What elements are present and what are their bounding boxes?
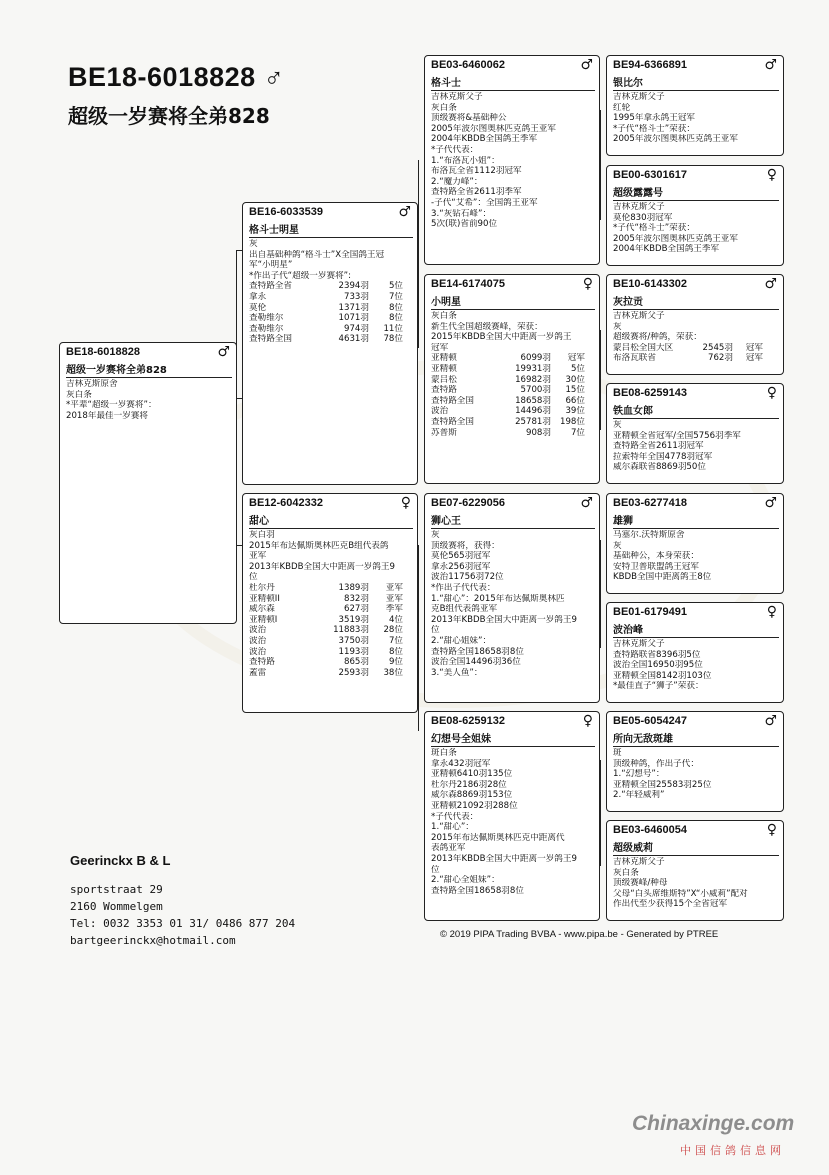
info-line: 2.“魔力峰”： xyxy=(431,176,483,187)
pedigree-card-sss xyxy=(606,55,784,156)
info-line: 2.“年轻威利” xyxy=(613,790,665,801)
site-watermark-tagline: 中国信鸽信息网 xyxy=(680,1144,785,1157)
info-line: 1.“甜心”： xyxy=(431,822,474,833)
ring-number: BE07-6229056 xyxy=(431,497,506,509)
info-line: *平辈“超级一岁赛将”： xyxy=(66,400,157,411)
female-icon: ♀ xyxy=(766,385,777,401)
email-link[interactable]: bartgeerinckx@hotmail.com xyxy=(70,934,236,947)
info-line: 2015年布达佩斯奥林匹克B组代表鸽 xyxy=(249,540,389,551)
info-line: 莫伦565羽冠军 xyxy=(431,551,491,562)
result-row: 查勒维尔 1071羽 8位 xyxy=(249,313,403,324)
info-line: 查特路联省8396羽5位 xyxy=(613,649,701,660)
male-icon: ♂ xyxy=(764,276,777,292)
info-line: *最佳直子“狮子”荣获： xyxy=(613,681,704,692)
ring-number: BE14-6174075 xyxy=(431,278,506,290)
info-line: 吉林克斯父子 xyxy=(431,92,483,102)
card-body xyxy=(431,748,595,896)
female-icon: ♀ xyxy=(400,495,411,511)
pedigree-card-sire-sire xyxy=(424,55,600,265)
info-line: 查特路全省2611羽冠军 xyxy=(613,441,704,452)
card-body xyxy=(249,239,413,345)
info-line: 拿永432羽冠军 xyxy=(431,758,491,769)
card-body xyxy=(431,311,595,438)
connector-line xyxy=(600,110,601,220)
street-address: sportstraat 29 xyxy=(70,883,163,896)
info-line: 1.“幻想号”： xyxy=(613,769,665,780)
info-line: 军“小明星” xyxy=(249,260,293,271)
info-line: 位 xyxy=(249,572,258,583)
info-line: 2015年布达佩斯奥林匹克中距离代 xyxy=(431,832,565,843)
info-line: 灰 xyxy=(613,420,622,430)
pedigree-card-sire-dam xyxy=(424,274,600,484)
info-line: 顶级赛将&基础种公 xyxy=(431,113,507,124)
result-row: 苏普斯 908羽 7位 xyxy=(431,427,585,438)
male-icon: ♂ xyxy=(764,495,777,511)
info-line: 莫伦830羽冠军 xyxy=(613,212,673,223)
info-line: 亚精顿21092羽288位 xyxy=(431,800,518,811)
info-line: 灰白条 xyxy=(613,867,639,878)
info-line: 吉林克斯父子 xyxy=(613,639,665,649)
result-row: 亚精顿I 3519羽 4位 xyxy=(249,614,403,625)
info-line: 位 xyxy=(431,864,440,875)
info-line: 斑白条 xyxy=(431,748,457,758)
card-body xyxy=(613,420,779,473)
info-line: *作出子代代表： xyxy=(431,582,496,593)
info-line: 2005年波尔图奥林匹克鸽王亚军 xyxy=(613,134,738,145)
card-body xyxy=(613,202,779,255)
result-row: 查特路全国 25781羽 198位 xyxy=(431,416,585,427)
result-row: 查特路 865羽 9位 xyxy=(249,657,403,668)
connector-line xyxy=(418,545,419,731)
page-subtitle: 超级一岁赛将全弟828 xyxy=(68,104,270,128)
card-body xyxy=(613,311,779,364)
ring-number: BE03-6460054 xyxy=(613,824,688,836)
telephone: Tel: 0032 3353 01 31/ 0486 877 204 xyxy=(70,917,296,930)
pigeon-name: 幻想号全姐妹 xyxy=(431,730,595,747)
info-line: *子代代表： xyxy=(431,811,479,822)
card-body xyxy=(613,639,779,692)
male-icon: ♂ xyxy=(398,204,411,220)
ring-number: BE05-6054247 xyxy=(613,715,688,727)
result-row: 查特路全国 18658羽 66位 xyxy=(431,395,585,406)
result-row: 蒙吕松 16982羽 30位 xyxy=(431,374,585,385)
male-icon: ♂ xyxy=(764,713,777,729)
pigeon-name: 超级一岁赛将全弟828 xyxy=(66,361,232,378)
info-line: 1995年拿永鸽王冠军 xyxy=(613,113,696,124)
ring-number: BE08-6259143 xyxy=(613,387,688,399)
ring-number: BE03-6277418 xyxy=(613,497,688,509)
info-line: 波治11756羽72位 xyxy=(431,572,504,583)
info-line: 亚精顿全国25583羽25位 xyxy=(613,779,712,790)
info-line: 灰 xyxy=(613,540,622,551)
pedigree-card-sdd xyxy=(606,383,784,484)
copyright-notice: © 2019 PIPA Trading BVBA - www.pipa.be - Generated by PTREE xyxy=(440,929,719,940)
info-line: 1.“甜心”：2015年布达佩斯奥林匹 xyxy=(431,593,565,604)
pigeon-name: 所向无敌斑雄 xyxy=(613,730,779,747)
pedigree-card-dss xyxy=(606,493,784,594)
pedigree-card-ddd xyxy=(606,820,784,921)
info-line: 出自基础种鸽“格斗士”X全国鸽王冠 xyxy=(249,249,385,260)
info-line: 吉林克斯原舍 xyxy=(66,379,118,389)
male-icon: ♂ xyxy=(263,62,285,92)
info-line: 灰 xyxy=(249,239,258,249)
info-line: 查特路全国18658羽8位 xyxy=(431,646,524,657)
result-row: 波治 14496羽 39位 xyxy=(431,406,585,417)
pedigree-card-dam-sire xyxy=(424,493,600,703)
info-line: 红轮 xyxy=(613,102,631,113)
result-row: 查勒维尔 974羽 11位 xyxy=(249,323,403,334)
pigeon-name: 铁血女郎 xyxy=(613,402,779,419)
ring-number: BE10-6143302 xyxy=(613,278,688,290)
breeder-name: Geerinckx B & L xyxy=(70,853,171,868)
result-row: 亚精顿 19931羽 5位 xyxy=(431,363,585,374)
info-line: 波治全国16950羽95位 xyxy=(613,660,703,671)
info-line: 父母“白头席维斯特”X“小威莉”配对 xyxy=(613,888,748,899)
male-icon: ♂ xyxy=(580,495,593,511)
info-line: KBDB全国中距离鸽王8位 xyxy=(613,572,712,583)
info-line: 拿永256羽冠军 xyxy=(431,561,491,572)
info-line: 3.“美人鱼”： xyxy=(431,667,483,678)
info-line: 灰白羽 xyxy=(249,530,275,540)
info-line: *子代代表： xyxy=(431,144,479,155)
male-icon: ♂ xyxy=(580,57,593,73)
card-body xyxy=(613,92,779,145)
card-body xyxy=(431,530,595,678)
info-line: 波治全国14496羽36位 xyxy=(431,657,521,668)
info-line: 亚精顿全省冠军/全国5756羽季军 xyxy=(613,430,741,441)
pigeon-name: 超级威莉 xyxy=(613,839,779,856)
info-line: 亚军 xyxy=(249,551,267,562)
result-row: 查特路全国 4631羽 78位 xyxy=(249,334,403,345)
pigeon-name: 超级露露号 xyxy=(613,184,779,201)
female-icon: ♀ xyxy=(582,276,593,292)
card-body xyxy=(249,530,413,678)
info-line: 2005年波尔图奥林匹克鸽王亚军 xyxy=(613,233,738,244)
result-row: 亚精顿II 832羽 亚军 xyxy=(249,593,403,604)
card-body xyxy=(431,92,595,230)
info-line: 安特卫普联盟鸽王冠军 xyxy=(613,561,699,572)
card-body xyxy=(613,748,779,801)
info-line: 吉林克斯父子 xyxy=(613,202,665,212)
info-line: 2015年KBDB全国大中距离一岁鸽王 xyxy=(431,332,572,343)
female-icon: ♀ xyxy=(766,822,777,838)
ring-number: BE03-6460062 xyxy=(431,59,506,71)
ring-number: BE16-6033539 xyxy=(249,206,324,218)
info-line: 查特路全国18658羽8位 xyxy=(431,885,524,896)
pigeon-name: 银比尔 xyxy=(613,74,779,91)
info-line: 亚精顿6410羽135位 xyxy=(431,769,513,780)
pigeon-name: 雄狮 xyxy=(613,512,779,529)
info-line: 威尔森8869羽153位 xyxy=(431,790,513,801)
info-line: 2005年波尔图奥林匹克鸽王亚军 xyxy=(431,123,556,134)
result-row: 亚精顿 6099羽 冠军 xyxy=(431,353,585,364)
pedigree-card-dsd xyxy=(606,602,784,703)
pedigree-card-sds xyxy=(606,274,784,375)
info-line: 2018年最佳一岁赛将 xyxy=(66,410,149,421)
card-body xyxy=(613,530,779,583)
info-line: 克B组代表鸽亚军 xyxy=(431,604,498,615)
result-row: 波治 11883羽 28位 xyxy=(249,625,403,636)
info-line: 3.“灰钻石峰”： xyxy=(431,208,492,219)
info-line: 2013年KBDB全国大中距离一岁鸽王9 xyxy=(431,853,577,864)
pedigree-card-dds xyxy=(606,711,784,812)
info-line: 杜尔丹2186羽28位 xyxy=(431,779,507,790)
info-line: 5次(联)省前90位 xyxy=(431,219,498,230)
female-icon: ♀ xyxy=(582,713,593,729)
info-line: 灰 xyxy=(613,321,622,332)
info-line: 顶级赛峰/种母 xyxy=(613,878,668,889)
female-icon: ♀ xyxy=(766,604,777,620)
pedigree-card-subject xyxy=(59,342,237,624)
result-row: 查特路 5700羽 15位 xyxy=(431,385,585,396)
info-line: 顶级赛将，获得： xyxy=(431,540,500,551)
result-row: 波治 3750羽 7位 xyxy=(249,635,403,646)
info-line: 亚精顿全国8142羽103位 xyxy=(613,670,712,681)
pedigree-card-sire xyxy=(242,202,418,485)
pigeon-name: 波治峰 xyxy=(613,621,779,638)
site-watermark: Chinaxinge.com xyxy=(632,1112,795,1135)
info-line: 2.“甜心姐妹”： xyxy=(431,635,492,646)
info-line: -子代“艾希”：全国鸽王亚军 xyxy=(431,197,538,208)
ring-number: BE12-6042332 xyxy=(249,497,324,509)
info-line: 1.“布洛瓦小姐”： xyxy=(431,155,500,166)
female-icon: ♀ xyxy=(766,167,777,183)
info-line: *作出子代“超级一岁赛将”: xyxy=(249,270,352,281)
info-line: 2.“甜心全姐妹”： xyxy=(431,875,500,886)
pigeon-name: 甜心 xyxy=(249,512,413,529)
info-line: 布洛瓦全省1112羽冠军 xyxy=(431,166,522,177)
info-line: 2013年KBDB全国大中距离一岁鸽王9 xyxy=(431,614,577,625)
info-line: 超级赛将/种鸽，荣获： xyxy=(613,332,702,343)
ring-number: BE00-6301617 xyxy=(613,169,688,181)
info-line: 灰白条 xyxy=(431,311,457,321)
info-line: 基础种公，本身荣获： xyxy=(613,551,699,562)
male-icon: ♂ xyxy=(764,57,777,73)
result-row: 杜尔丹 1389羽 亚军 xyxy=(249,582,403,593)
card-body xyxy=(613,857,779,910)
result-row: 拿永 733羽 7位 xyxy=(249,291,403,302)
result-row: 蓋雷 2593羽 38位 xyxy=(249,667,403,678)
ring-number: BE94-6366891 xyxy=(613,59,688,71)
pedigree-card-dam-dam xyxy=(424,711,600,921)
result-row: 波治 1193羽 8位 xyxy=(249,646,403,657)
result-row: 蒙吕松全国大区 2545羽 冠军 xyxy=(613,342,763,353)
city-address: 2160 Wommelgem xyxy=(70,900,163,913)
info-line: 灰 xyxy=(431,530,440,540)
pigeon-name: 狮心王 xyxy=(431,512,595,529)
info-line: 威尔森联省8869羽50位 xyxy=(613,462,706,473)
info-line: *子代“格斗士”荣获： xyxy=(613,123,695,134)
ring-number: BE18-6018828 xyxy=(66,346,141,358)
pedigree-card-dam xyxy=(242,493,418,713)
info-line: 2013年KBDB全国大中距离一岁鸽王9 xyxy=(249,561,395,572)
result-row: 莫伦 1371羽 8位 xyxy=(249,302,403,313)
pigeon-name: 格斗士明星 xyxy=(249,221,413,238)
info-line: 顶级种鸽，作出子代： xyxy=(613,758,699,769)
card-body xyxy=(66,379,232,421)
info-line: 冠军 xyxy=(431,342,449,353)
result-row: 威尔森 627羽 季军 xyxy=(249,604,403,615)
result-row: 布洛瓦联省 762羽 冠军 xyxy=(613,353,763,364)
pedigree-card-ssd xyxy=(606,165,784,266)
connector-line xyxy=(600,760,601,866)
pigeon-name: 格斗士 xyxy=(431,74,595,91)
ring-number: BE01-6179491 xyxy=(613,606,688,618)
info-line: 斑 xyxy=(613,748,622,758)
info-line: *子代“格斗士”荣获： xyxy=(613,223,695,234)
info-line: 马塞尔.沃特斯原舍 xyxy=(613,530,685,540)
info-line: 吉林克斯父子 xyxy=(613,311,665,321)
info-line: 2004年KBDB全国鸽王季军 xyxy=(431,134,538,145)
connector-line xyxy=(418,160,419,348)
info-line: 吉林克斯父子 xyxy=(613,857,665,867)
breeder-contact xyxy=(70,852,295,949)
male-icon: ♂ xyxy=(217,344,230,360)
info-line: 拉索特年全国4778羽冠军 xyxy=(613,451,713,462)
page-title: BE18-6018828 ♂ xyxy=(68,62,285,92)
connector-line xyxy=(600,540,601,648)
info-line: 作出代至少获得15个全省冠军 xyxy=(613,899,728,910)
connector-line xyxy=(600,330,601,430)
pigeon-name: 灰拉贡 xyxy=(613,293,779,310)
info-line: 灰白条 xyxy=(431,102,457,113)
info-line: 查特路全省2611羽季军 xyxy=(431,187,522,198)
pigeon-name: 小明星 xyxy=(431,293,595,310)
info-line: 新生代全国超级赛峰，荣获： xyxy=(431,321,543,332)
info-line: 灰白条 xyxy=(66,389,92,400)
info-line: 表鸽亚军 xyxy=(431,843,466,854)
ring-number: BE08-6259132 xyxy=(431,715,506,727)
info-line: 吉林克斯父子 xyxy=(613,92,665,102)
info-line: 2004年KBDB全国鸽王季军 xyxy=(613,244,720,255)
result-row: 查特路全省 2394羽 5位 xyxy=(249,281,403,292)
info-line: 位 xyxy=(431,625,440,636)
